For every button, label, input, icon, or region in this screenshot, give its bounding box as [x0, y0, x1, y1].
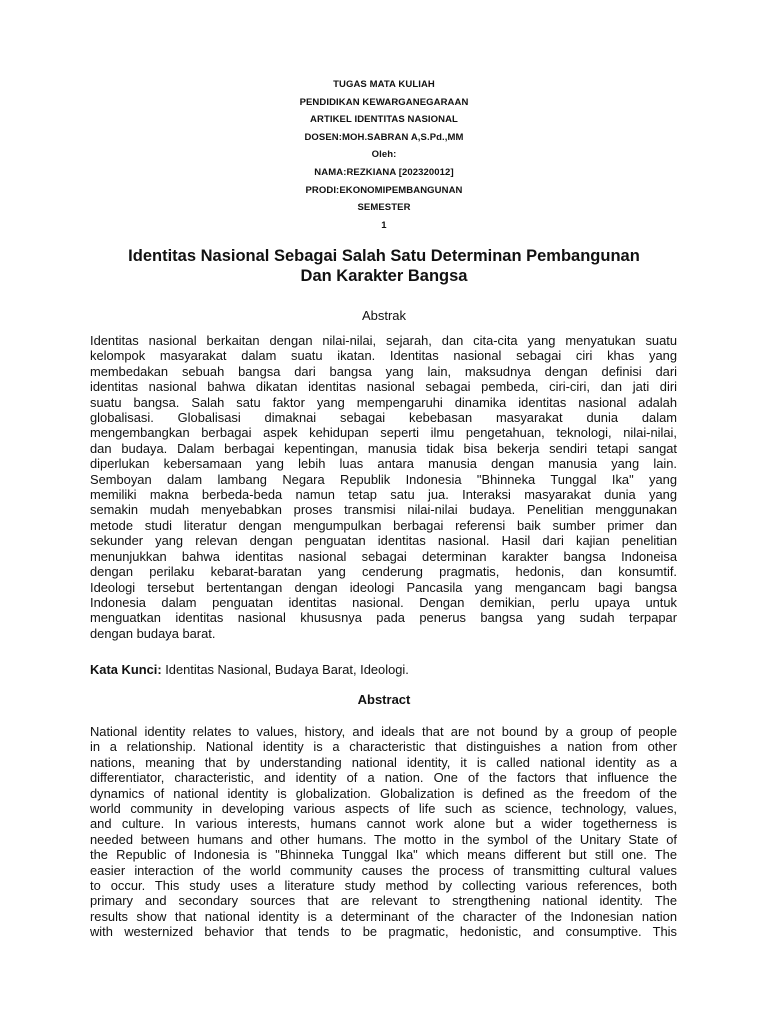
assignment-header — [0, 76, 768, 234]
abstrak-line: diperlukan kebersamaan yang lebih luas antara manusia dengan manusia yang lain. — [90, 456, 677, 472]
abstract-line: results show that national identity is a determinant of the character of the Indonesian nation — [90, 908, 677, 924]
abstract-line: primary and secondary sources that are relevant to strengthening national identity. The — [90, 893, 677, 909]
abstract-body — [90, 724, 677, 940]
header-line-study-program: PRODI:EKONOMIPEMBANGUNAN — [305, 184, 463, 196]
abstract-line: the Republic of Indonesia is "Bhinneka Tunggal Ika" which means different but still one. The — [90, 847, 677, 863]
abstract-line: world community in developing various aspects of life such as science, technology, values, — [90, 801, 677, 817]
header-line-course-task: TUGAS MATA KULIAH — [333, 79, 435, 90]
abstrak-line: dengan budaya barat. — [90, 625, 216, 641]
abstract-line: needed between humans and other humans. The motto in the symbol of the Unitary State of — [90, 831, 677, 847]
abstract-line: in a relationship. National identity is a characteristic that distinguishes a nation from other — [90, 739, 677, 755]
article-title-line-2: Dan Karakter Bangsa — [300, 267, 468, 285]
keywords — [90, 661, 677, 679]
abstrak-line: Semboyan dalam lambang Negara Republik Indonesia "Bhinneka Tunggal Ika" yang — [90, 471, 677, 487]
abstract-line: National identity relates to values, history, and ideals that are not bound by a group of people — [90, 724, 677, 739]
header-line-semester-label: SEMESTER — [357, 202, 411, 214]
keywords-value: Identitas Nasional, Budaya Barat, Ideologi. — [161, 662, 409, 677]
header-line-student-name: NAMA:REZKIANA [202320012] — [314, 166, 454, 178]
abstract-line: easier interaction of the world community causes the process of transmitting cultural values — [90, 862, 677, 878]
abstrak-line: suatu bangsa. Salah satu faktor yang mempengaruhi dinamika identitas nasional adalah — [90, 394, 677, 410]
abstrak-line: metode studi literatur dengan mengumpulkan berbagai referensi baik sumber primer dan — [90, 517, 677, 533]
abstrak-body — [90, 333, 677, 641]
abstrak-line: membedakan sebuah bangsa dari bangsa yang lain, maksudnya dengan definisi dari — [90, 363, 677, 379]
abstract-line: to occur. This study uses a literature study method by collecting various references, both — [90, 878, 677, 894]
abstrak-line: dengan perilaku kebarat-baratan yang cenderung pragmatis, hedonis, dan konsumtif. — [90, 564, 677, 580]
header-line-lecturer: DOSEN:MOH.SABRAN A,S.Pd.,MM — [304, 131, 464, 143]
header-line-by: Oleh: — [371, 149, 397, 161]
abstrak-line: dan budaya. Dalam berbagai kepentingan, manusia tidak bisa bekerja sendiri tetapi sangat — [90, 440, 677, 456]
abstrak-line: globalisasi. Globalisasi dimaknai sebagai kebebasan masyarakat dunia dalam — [90, 410, 677, 426]
abstract-line: and culture. In various interests, humans cannot work alone but a wider togetherness is — [90, 816, 677, 832]
abstract-heading: Abstract — [357, 692, 411, 707]
abstrak-line: kelompok masyarakat dalam suatu ikatan. Identitas nasional sebagai ciri khas yang — [90, 348, 677, 364]
abstrak-line: semakin mudah menyebabkan proses transmisi nilai-nilai budaya. Penelitian menggunakan — [90, 502, 677, 518]
header-line-article-type: ARTIKEL IDENTITAS NASIONAL — [310, 114, 458, 126]
abstrak-heading: Abstrak — [361, 308, 407, 323]
abstrak-line: memiliki makna berbeda-beda namun tetap satu jua. Interaksi masyarakat dunia yang — [90, 487, 677, 503]
abstrak-line: menguatkan identitas nasional khususnya pada penerus bangsa yang sudah terpapar — [90, 610, 677, 626]
abstrak-line: sekunder yang relevan dengan penguatan identitas nasional. Hasil dari kajian penelitian — [90, 533, 677, 549]
abstrak-line: mengembangkan berbagai aspek kehidupan seperti ilmu pengetahuan, teknologi, nilai-nilai, — [90, 425, 677, 441]
abstrak-line: Identitas nasional berkaitan dengan nilai-nilai, sejarah, dan cita-cita yang menyatukan suatu — [90, 333, 677, 348]
header-line-semester-number: 1 — [381, 219, 387, 231]
abstrak-line: Indonesia dalam penguatan identitas nasional. Dengan demikian, perlu upaya untuk — [90, 594, 677, 610]
abstract-line: with westernized behavior that tends to be pragmatic, hedonistic, and consumptive. This — [90, 924, 677, 940]
abstract-line: nations, meaning that by understanding national identity, it is called national identity as a — [90, 754, 677, 770]
abstrak-line: identitas nasional bahwa dikatan identitas nasional sebagai pembeda, ciri-ciri, dan jati diri — [90, 379, 677, 395]
header-line-course-name: PENDIDIKAN KEWARGANEGARAAN — [299, 96, 469, 108]
article-title-line-1: Identitas Nasional Sebagai Salah Satu Determinan Pembangunan — [128, 247, 640, 265]
keywords-label: Kata Kunci: — [90, 662, 162, 677]
abstrak-line: menunjukkan bahwa identitas nasional sebagai determinan karakter bangsa Indoneisa — [90, 548, 677, 564]
article-title — [80, 246, 688, 286]
abstrak-line: Ideologi tersebut bertentangan dengan ideologi Pancasila yang mengancam bagi bangsa — [90, 579, 677, 595]
abstract-line: differentiator, characteristic, and identity of a nation. One of the factors that influence the — [90, 770, 677, 786]
abstract-line: dynamics of national identity is globalization. Globalization is defined as the freedom of the — [90, 785, 677, 801]
